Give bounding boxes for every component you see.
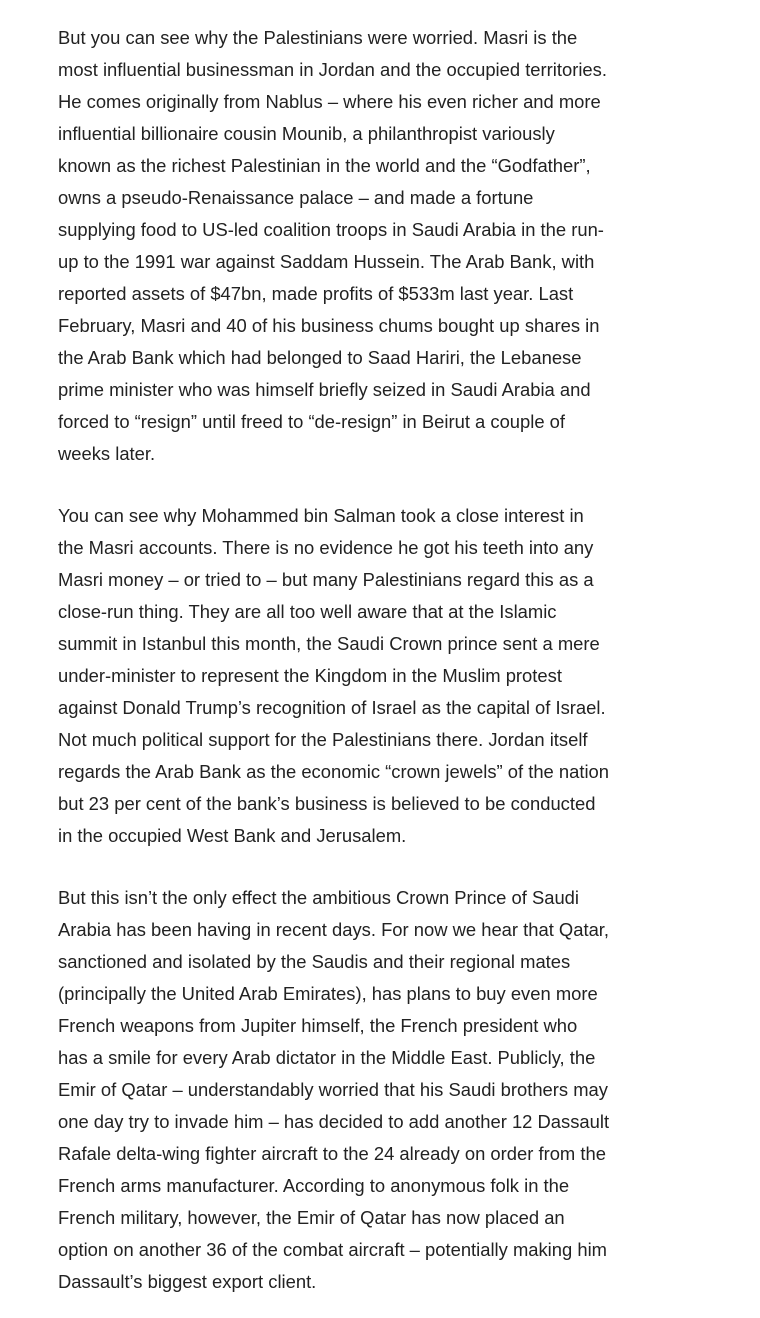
text-line: You can see why Mohammed bin Salman took a close interest in	[58, 505, 584, 526]
text-line: But this isn’t the only effect the ambitious Crown Prince of Saudi	[58, 887, 579, 908]
text-line: forced to “resign” until freed to “de-resign” in Beirut a couple of	[58, 411, 566, 432]
text-line: under-minister to represent the Kingdom in the Muslim protest	[58, 665, 562, 686]
text-line: summit in Istanbul this month, the Saudi Crown prince sent a mere	[58, 633, 600, 654]
text-line: Masri money – or tried to – but many Palestinians regard this as a	[58, 569, 594, 590]
text-line: He comes originally from Nablus – where his even richer and more	[58, 91, 601, 112]
text-line: reported assets of $47bn, made profits of $533m last year. Last	[58, 283, 574, 304]
text-line: up to the 1991 war against Saddam Hussein. The Arab Bank, with	[58, 251, 595, 272]
text-line: most influential businessman in Jordan and the occupied territories.	[58, 59, 607, 80]
text-line: the Masri accounts. There is no evidence he got his teeth into any	[58, 537, 594, 558]
text-line: Dassault’s biggest export client.	[58, 1271, 317, 1292]
text-line: close-run thing. They are all too well aware that at the Islamic	[58, 601, 557, 622]
text-line: (principally the United Arab Emirates), has plans to buy even more	[58, 983, 598, 1004]
text-line: against Donald Trump’s recognition of Israel as the capital of Israel.	[58, 697, 606, 718]
text-line: sanctioned and isolated by the Saudis and their regional mates	[58, 951, 571, 972]
text-line: Emir of Qatar – understandably worried that his Saudi brothers may	[58, 1079, 608, 1100]
text-line: known as the richest Palestinian in the world and the “Godfather”,	[58, 155, 591, 176]
paragraph-qatar-aircraft	[58, 882, 760, 1298]
text-line: Arabia has been having in recent days. For now we hear that Qatar,	[58, 919, 610, 940]
text-line: French weapons from Jupiter himself, the French president who	[58, 1015, 578, 1036]
text-line: one day try to invade him – has decided to add another 12 Dassault	[58, 1111, 610, 1132]
text-line: influential billionaire cousin Mounib, a philanthropist variously	[58, 123, 555, 144]
text-line: Not much political support for the Palestinians there. Jordan itself	[58, 729, 588, 750]
text-line: Rafale delta-wing fighter aircraft to the 24 already on order from the	[58, 1143, 606, 1164]
paragraph-bin-salman-interest	[58, 500, 760, 852]
text-line: French arms manufacturer. According to anonymous folk in the	[58, 1175, 570, 1196]
text-line: weeks later.	[58, 443, 156, 464]
text-line: prime minister who was himself briefly seized in Saudi Arabia and	[58, 379, 591, 400]
text-line: option on another 36 of the combat aircraft – potentially making him	[58, 1239, 607, 1260]
text-line: French military, however, the Emir of Qatar has now placed an	[58, 1207, 565, 1228]
text-line: but 23 per cent of the bank’s business is believed to be conducted	[58, 793, 596, 814]
text-line: regards the Arab Bank as the economic “crown jewels” of the nation	[58, 761, 609, 782]
text-line: owns a pseudo-Renaissance palace – and made a fortune	[58, 187, 534, 208]
paragraph-masri-background	[58, 22, 760, 470]
text-line: But you can see why the Palestinians were worried. Masri is the	[58, 27, 578, 48]
text-line: February, Masri and 40 of his business chums bought up shares in	[58, 315, 600, 336]
text-line: the Arab Bank which had belonged to Saad Hariri, the Lebanese	[58, 347, 582, 368]
text-line: has a smile for every Arab dictator in the Middle East. Publicly, the	[58, 1047, 596, 1068]
text-line: in the occupied West Bank and Jerusalem.	[58, 825, 407, 846]
text-line: supplying food to US-led coalition troops in Saudi Arabia in the run-	[58, 219, 604, 240]
